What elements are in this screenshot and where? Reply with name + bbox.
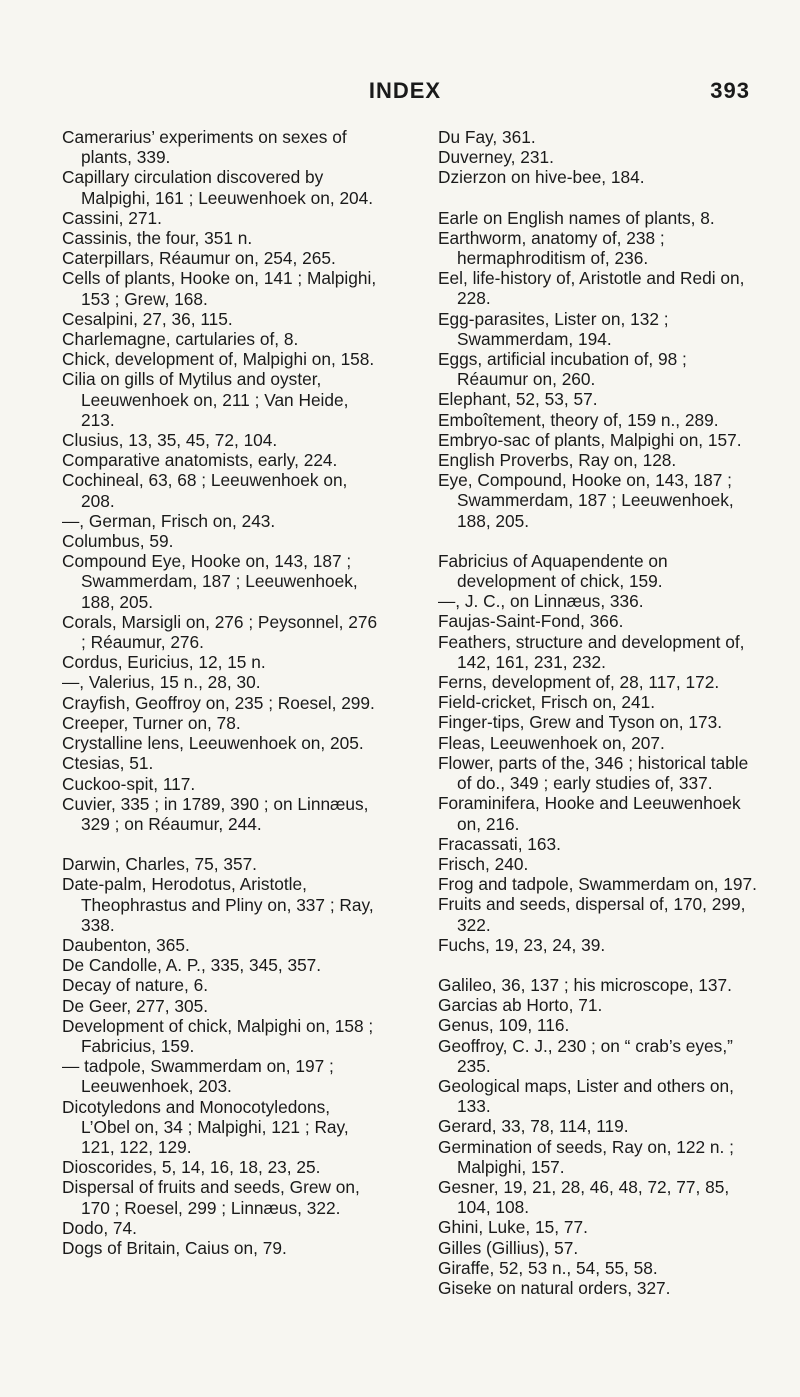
index-entry: Dioscorides, 5, 14, 16, 18, 23, 25. [62,1157,321,1178]
index-entry: Corals, Marsigli on, 276 ; Peysonnel, 276 ; Réaumur, 276. [62,611,378,653]
index-entry: Gerard, 33, 78, 114, 119. [438,1116,629,1137]
index-entry: Feathers, structure and development of, 142, 161, 231, 232. [438,631,745,672]
index-entry: Garcias ab Horto, 71. [438,995,603,1016]
index-entry: De Candolle, A. P., 335, 345, 357. [62,955,322,976]
index-entry: Du Fay, 361. [438,127,536,147]
index-entry: De Geer, 277, 305. [62,995,209,1016]
index-entry: Capillary circulation discovered by Malpighi, 161 ; Leeuwenhoek on, 204. [62,167,374,208]
index-entry: Crystalline lens, Leeuwenhoek on, 205. [62,733,364,754]
index-entry: Caterpillars, Réaumur on, 254, 265. [62,248,336,269]
index-entry: Fabricius of Aquapendente on development of chick, 159. [438,550,668,592]
index-entry: Geoffroy, C. J., 230 ; on “ crab’s eyes,” 235. [438,1035,733,1076]
index-entry: Fracassati, 163. [438,833,561,854]
index-entry: Cuckoo-spit, 117. [62,773,196,794]
index-entry: Cells of plants, Hooke on, 141 ; Malpighi, 153 ; Grew, 168. [62,268,377,309]
index-entry: Egg-parasites, Lister on, 132 ; Swammerdam, 194. [438,308,669,349]
index-entry: Giraffe, 52, 53 n., 54, 55, 58. [438,1257,658,1278]
index-column-left [62,127,382,1258]
index-entry: Foraminifera, Hooke and Leeuwenhoek on, 216. [438,793,741,834]
index-entry: Earthworm, anatomy of, 238 ; hermaphroditism of, 236. [438,227,665,269]
page-number: 393 [710,78,750,103]
index-entry: Cassinis, the four, 351 n. [62,228,253,249]
index-entry: Ctesias, 51. [62,753,154,774]
index-entry: Frisch, 240. [438,853,529,874]
index-entry: Giseke on natural orders, 327. [438,1277,671,1298]
index-entry: Daubenton, 365. [62,934,190,955]
index-entry: Fleas, Leeuwenhoek on, 207. [438,732,665,753]
index-entry: Decay of nature, 6. [62,975,209,996]
index-entry: Ghini, Luke, 15, 77. [438,1217,588,1238]
index-entry: —, German, Frisch on, 243. [62,510,276,531]
index-entry: Gilles (Gillius), 57. [438,1237,579,1258]
index-entry: Dodo, 74. [62,1217,137,1238]
index-entry: Emboîtement, theory of, 159 n., 289. [438,409,719,430]
index-entry: Finger-tips, Grew and Tyson on, 173. [438,712,723,733]
index-entry: Frog and tadpole, Swammerdam on, 197. [438,874,757,895]
index-entry: Eye, Compound, Hooke on, 143, 187 ; Swammerdam, 187 ; Leeuwenhoek, 188, 205. [438,470,734,531]
index-entry: Flower, parts of the, 346 ; historical table of do., 349 ; early studies of, 337. [438,752,749,794]
index-entry: Cassini, 271. [62,207,162,228]
index-entry: Field-cricket, Frisch on, 241. [438,692,656,713]
index-entry: Eggs, artificial incubation of, 98 ; Réaumur on, 260. [438,349,687,390]
index-entry: Dogs of Britain, Caius on, 79. [62,1237,287,1258]
index-entry: Geological maps, Lister and others on, 133. [438,1075,734,1117]
page-header [60,78,750,108]
index-entry: Fuchs, 19, 23, 24, 39. [438,934,606,955]
index-entry: Date-palm, Herodotus, Aristotle, Theophrastus and Pliny on, 337 ; Ray, 338. [62,874,374,935]
index-entry: —, Valerius, 15 n., 28, 30. [62,672,261,693]
index-entry: Dzierzon on hive-bee, 184. [438,167,645,188]
index-entry: Duverney, 231. [438,147,554,168]
index-entry: Columbus, 59. [62,531,174,552]
index-entry: Gesner, 19, 21, 28, 46, 48, 72, 77, 85, 104, 108. [438,1176,730,1218]
page-title: INDEX [368,78,442,103]
index-entry: Dispersal of fruits and seeds, Grew on, 170 ; Roesel, 299 ; Linnæus, 322. [62,1177,360,1218]
index-entry: Clusius, 13, 35, 45, 72, 104. [62,430,278,451]
index-entry: Ferns, development of, 28, 117, 172. [438,672,720,693]
index-entry: Development of chick, Malpighi on, 158 ; Fabricius, 159. [62,1015,374,1056]
index-entry: Dicotyledons and Monocotyledons, L’Obel on, 34 ; Malpighi, 121 ; Ray, 121, 122, 129. [62,1096,349,1157]
index-entry: Genus, 109, 116. [438,1015,570,1036]
index-entry: Cesalpini, 27, 36, 115. [62,308,233,329]
index-column-right [438,127,758,1298]
index-entry: Faujas-Saint-Fond, 366. [438,611,624,632]
index-entry: Cochineal, 63, 68 ; Leeuwenhoek on, 208. [62,470,348,511]
index-entry: Darwin, Charles, 75, 357. [62,854,257,875]
index-entry: Germination of seeds, Ray on, 122 n. ; Malpighi, 157. [438,1136,734,1177]
index-entry: Galileo, 36, 137 ; his microscope, 137. [438,974,732,995]
index-entry: Chick, development of, Malpighi on, 158. [62,349,375,370]
index-entry: Cilia on gills of Mytilus and oyster, Leeuwenhoek on, 211 ; Van Heide, 213. [62,369,349,430]
index-entry: Elephant, 52, 53, 57. [438,389,598,410]
index-entry: Cordus, Euricius, 12, 15 n. [62,652,266,673]
index-entry: —, J. C., on Linnæus, 336. [438,591,644,612]
index-entry: English Proverbs, Ray on, 128. [438,450,677,471]
index-entry: — tadpole, Swammerdam on, 197 ; Leeuwenhoek, 203. [62,1056,334,1097]
index-entry: Compound Eye, Hooke on, 143, 187 ; Swammerdam, 187 ; Leeuwenhoek, 188, 205. [62,551,358,612]
index-entry: Comparative anatomists, early, 224. [62,450,338,471]
index-entry: Creeper, Turner on, 78. [62,712,241,733]
index-entry: Fruits and seeds, dispersal of, 170, 299, 322. [438,894,746,935]
index-entry: Crayfish, Geoffroy on, 235 ; Roesel, 299. [62,692,375,713]
index-entry: Earle on English names of plants, 8. [438,207,715,228]
index-entry: Cuvier, 335 ; in 1789, 390 ; on Linnæus, 329 ; on Réaumur, 244. [62,793,369,834]
index-entry: Eel, life-history of, Aristotle and Redi on, 228. [438,268,745,309]
index-entry: Embryo-sac of plants, Malpighi on, 157. [438,429,742,450]
index-entry: Camerarius’ experiments on sexes of plants, 339. [62,127,347,168]
index-entry: Charlemagne, cartularies of, 8. [62,329,299,350]
